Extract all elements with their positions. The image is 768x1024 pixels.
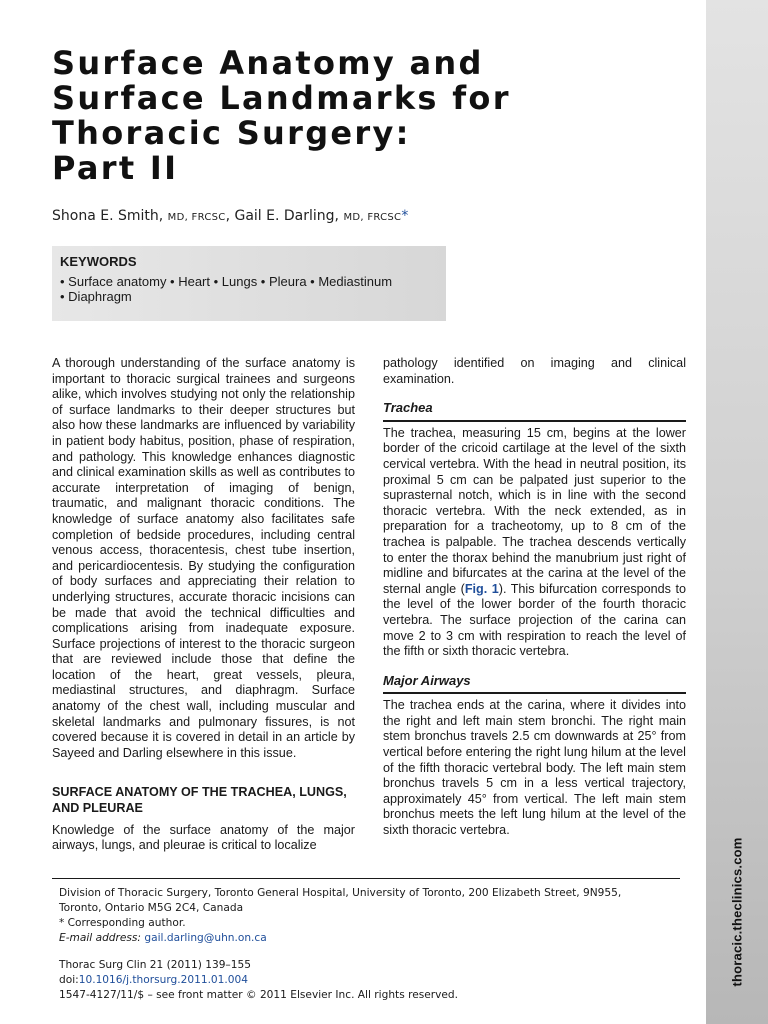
title-line: Surface Anatomy and — [52, 44, 484, 82]
email-line — [59, 931, 699, 946]
figure-link[interactable]: Fig. 1 — [464, 581, 499, 596]
affiliation: Toronto, Ontario M5G 2C4, Canada — [59, 902, 244, 914]
title-line: Part II — [52, 149, 179, 187]
corresponding-marker[interactable]: * — [401, 208, 409, 224]
author-credentials: MD, FRCSC — [167, 212, 226, 223]
keywords-box — [52, 246, 446, 321]
section-heading: SURFACE ANATOMY OF THE TRACHEA, LUNGS, AND PLEURAE — [52, 785, 347, 816]
right-column — [383, 356, 686, 839]
author-name: Shona E. Smith, — [52, 208, 164, 224]
doi-label: doi: — [59, 974, 79, 986]
airways-heading: Major Airways — [383, 673, 686, 695]
doi-line — [59, 973, 699, 988]
author-list — [52, 208, 408, 224]
trachea-text: ). This bifurcation corresponds to the level of the lower border of the fourth thoracic vertebra. The surface projection of the carina can move 2 to 3 cm with respiration to reach the level of the fifth or sixth thoracic vertebra. — [383, 581, 686, 659]
footnotes — [59, 886, 699, 1003]
trachea-text: The trachea, measuring 15 cm, begins at the lower border of the cricoid cartilage at the level of the sixth cervical vertebra. With the head in neutral position, its proximal 5 cm can be palpated just superior to the suprasternal notch, which is in line with the second thoracic vertebra. With the neck extended, as in preparation for a tracheotomy, up to 8 cm of the trachea is palpable. The trachea descends vertically to enter the thorax behind the manubrium just right of midline and bifurcates at the carina at the level of the sternal angle ( — [383, 425, 686, 596]
email-label: E-mail address: — [59, 932, 142, 944]
corresponding-note: * Corresponding author. — [59, 917, 186, 929]
trachea-paragraph — [383, 426, 686, 660]
title-line: Surface Landmarks for — [52, 79, 511, 117]
affiliation: Division of Thoracic Surgery, Toronto General Hospital, University of Toronto, 200 Elizabeth Street, 9N955, — [59, 887, 622, 899]
section-paragraph: Knowledge of the surface anatomy of the major airways, lungs, and pleurae is critical to localize — [52, 822, 355, 853]
intro-paragraph: A thorough understanding of the surface anatomy is important to thoracic surgical trainees and surgeons alike, which involves studying not only the relationship of surface landmarks to their deeper structures but also how these landmarks are influenced by variability in patient body habitus, position, phase of respiration, and pathology. This knowledge enhances diagnostic and clinical examination skills as well as contributes to accurate interpretation of imaging of benign, traumatic, and malignant thoracic conditions. The knowledge of surface anatomy also facilitates safe completion of bedside procedures, including central venous access, thoracentesis, chest tube insertion, and pericardiocentesis. By studying the configuration of body surfaces and appreciating their relation to underlying structures, accurate thoracic incisions can be made that avoid the technical difficulties and complications arising from inadequate exposure. Surface projections of interest to the thoracic surgeon that are reviewed include those that define the location of the heart, great vessels, pleura, mediastinal structures, and diaphragm. Surface anatomy of the chest wall, including muscular and skeletal landmarks and pulmonary fissures, is not covered because it is covered in detail in an article by Sayeed and Darling elsewhere in this issue. — [52, 356, 355, 760]
footer-divider — [52, 878, 680, 879]
copyright: 1547-4127/11/$ – see front matter © 2011 Elsevier Inc. All rights reserved. — [59, 989, 458, 1001]
author-credentials: MD, FRCSC — [343, 212, 402, 223]
keywords-heading: KEYWORDS — [60, 254, 137, 269]
email-link[interactable]: gail.darling@uhn.on.ca — [144, 932, 267, 944]
airways-paragraph: The trachea ends at the carina, where it divides into the right and left main stem bronchi. The right main stem bronchus travels 2.5 cm downwards at 25° from vertical before entering the right lung hilum at the level of the fifth thoracic vertebral body. The left main stem bronchus travels 5 cm in a less vertical trajectory, approximately 45° from vertical. The left main stem bronchus meets the left lung hilum at the level of the sixth thoracic vertebra. — [383, 698, 686, 838]
citation: Thorac Surg Clin 21 (2011) 139–155 — [59, 959, 251, 971]
journal-url: thoracic.theclinics.com — [729, 837, 745, 987]
keywords-line: • Diaphragm — [60, 289, 132, 304]
author-separator: , — [225, 208, 231, 224]
left-column — [52, 356, 355, 854]
continued-paragraph: pathology identified on imaging and clinical examination. — [383, 356, 686, 386]
article-title — [52, 46, 511, 186]
trachea-heading: Trachea — [383, 400, 686, 422]
title-line: Thoracic Surgery: — [52, 114, 411, 152]
author-name: Gail E. Darling, — [234, 208, 339, 224]
keywords-line: • Surface anatomy • Heart • Lungs • Pleura • Mediastinum — [60, 274, 393, 289]
doi-link[interactable]: 10.1016/j.thorsurg.2011.01.004 — [78, 974, 249, 986]
